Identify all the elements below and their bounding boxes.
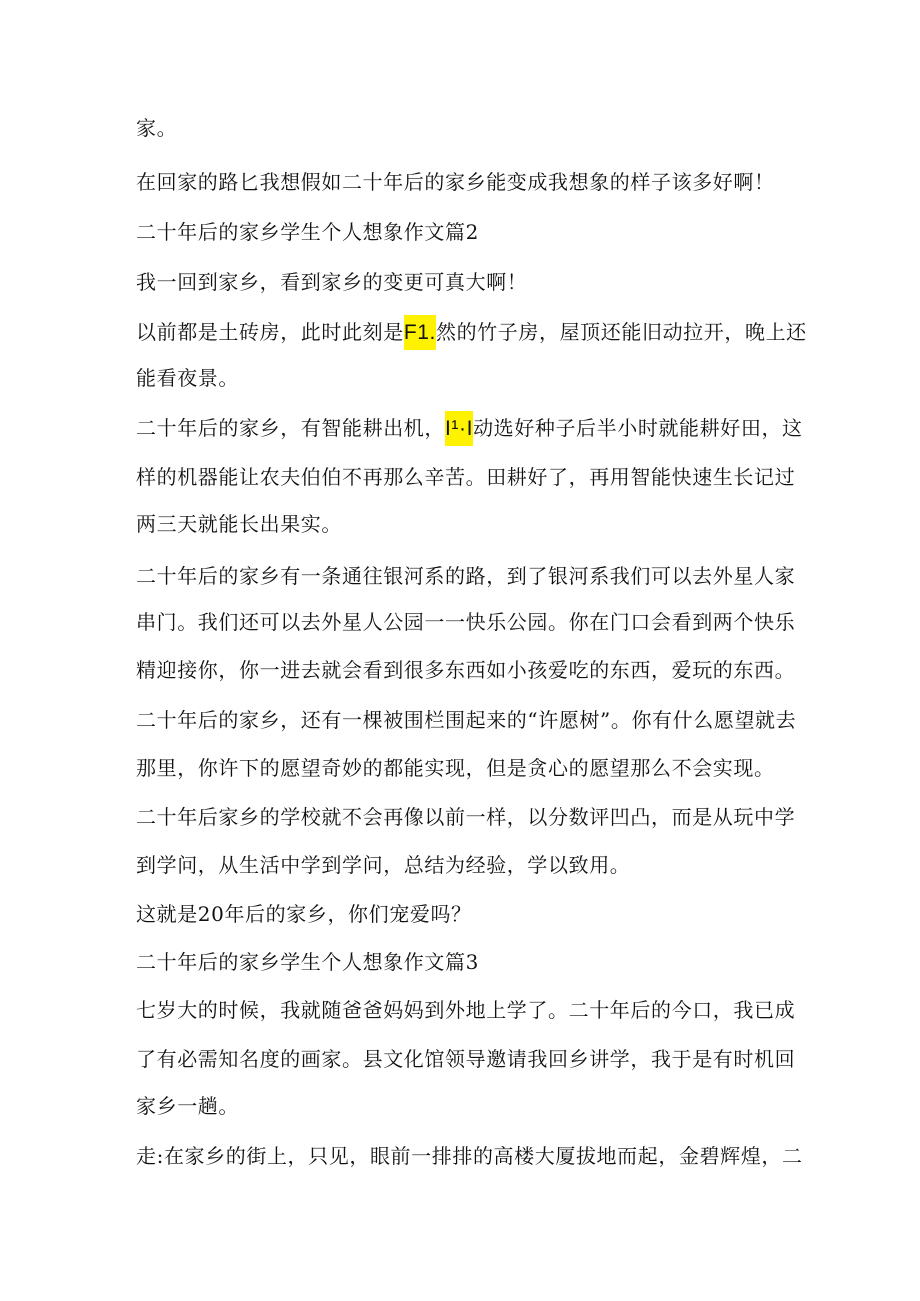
text-line: 到学问，从生活中学到学问，总结为经验，学以致用。 <box>136 853 631 877</box>
section-heading: 二十年后的家乡学生个人想象作文篇3 <box>136 950 479 974</box>
text-line: 样的机器能让农夫伯伯不再那么辛苦。田耕好了，再用智能快速生长记过 <box>136 465 796 489</box>
text-line: 两三天就能长出果实。 <box>136 512 342 536</box>
text-line: 串门。我们还可以去外星人公园一一快乐公园。你在门口会看到两个快乐 <box>136 610 796 634</box>
section-heading: 二十年后的家乡学生个人想象作文篇2 <box>136 220 479 244</box>
text-line: 二十年后的家乡，有智能耕出机，I¹·I动选好种子后半小时就能耕好田，这 <box>136 416 803 441</box>
text-line: 这就是20年后的家乡，你们宠爱吗？ <box>136 902 472 926</box>
highlighted-text: I¹·I <box>445 411 473 446</box>
text-line: 了有必需知名度的画家。县文化馆领导邀请我回乡讲学，我于是有时机回 <box>136 1047 796 1071</box>
text-line: 七岁大的时候，我就随爸爸妈妈到外地上学了。二十年后的今口，我已成 <box>136 998 796 1022</box>
text-line: 二十年后家乡的学校就不会再像以前一样，以分数评凹凸，而是从玩中学 <box>136 805 796 829</box>
text-line: 在回家的路匕我想假如二十年后的家乡能变成我想象的样子该多好啊！ <box>136 170 775 194</box>
text-line: 以前都是土砖房，此时此刻是F1.然的竹子房，屋顶还能旧动拉开，晚上还 <box>136 320 807 345</box>
text-line: 精迎接你，你一进去就会看到很多东西如小孩爱吃的东西，爱玩的东西。 <box>136 658 796 682</box>
text-line: 走:在家乡的街上，只见，眼前一排排的高楼大厦拔地而起，金碧辉煌，二 <box>136 1144 803 1168</box>
text-line: 二十年后的家乡有一条通往银河系的路，到了银河系我们可以去外星人家 <box>136 564 796 588</box>
text-line: 家乡一趟。 <box>136 1094 239 1118</box>
text-line: 我一回到家乡，看到家乡的变更可真大啊！ <box>136 270 528 294</box>
text-line: 家。 <box>136 116 178 140</box>
text-line: 二十年后的家乡，还有一棵被围栏围起来的“许愿树”。你有什么愿望就去 <box>136 708 797 732</box>
text-line: 能看夜景。 <box>136 366 239 390</box>
highlighted-text: F1. <box>404 315 436 350</box>
text-line: 那里，你许下的愿望奇妙的都能实现，但是贪心的愿望那么不会实现。 <box>136 756 775 780</box>
